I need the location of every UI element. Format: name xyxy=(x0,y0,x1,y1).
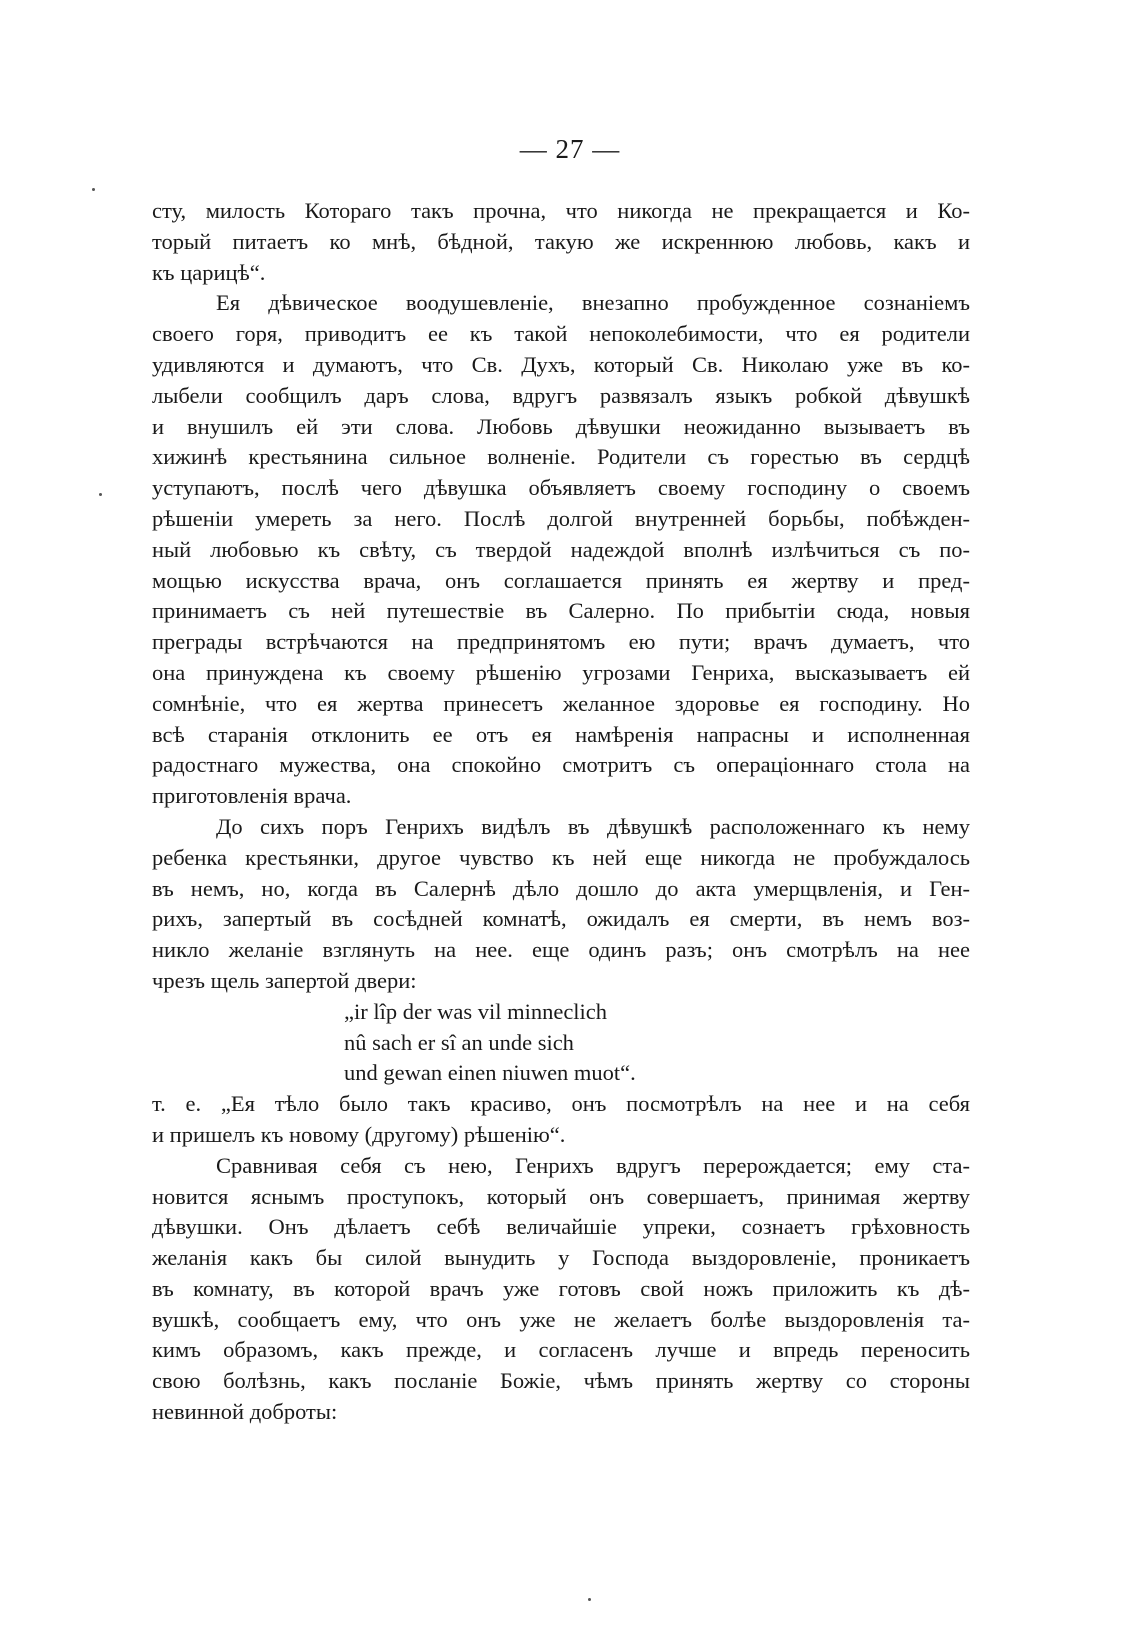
text-line: nû sach er sî an unde sich xyxy=(344,1029,574,1055)
text-line: всѣ старанія отклонить ее отъ ея намѣренія напрасны и исполненная xyxy=(152,721,970,747)
text-line: новится яснымъ проступокъ, который онъ совершаетъ, принимая жертву xyxy=(152,1183,970,1209)
text-line: приготовленія врача. xyxy=(152,783,352,809)
text-line: принимаетъ съ ней путешествіе въ Салерно. По прибытіи сюда, новыя xyxy=(152,598,970,624)
text-line: удивляются и думаютъ, что Св. Духъ, который Св. Николаю уже въ ко- xyxy=(152,351,970,377)
text-line: рихъ, запертый въ сосѣдней комнатѣ, ожидалъ ея смерти, въ немъ воз- xyxy=(152,906,970,932)
margin-speck xyxy=(588,1598,591,1601)
text-line: радостнаго мужества, она спокойно смотритъ съ операціоннаго стола на xyxy=(152,752,970,778)
text-line: уступаютъ, послѣ чего дѣвушка объявляетъ своему господину о своемъ xyxy=(152,475,970,501)
text-line: и внушилъ ей эти слова. Любовь дѣвушки неожиданно вызываетъ въ xyxy=(152,413,970,439)
text-line: und gewan einen niuwen muot“. xyxy=(344,1060,636,1086)
text-line: желанія какъ бы силой вынудить у Господа выздоровленіе, проникаетъ xyxy=(152,1245,970,1271)
text-line: Ея дѣвическое воодушевленіе, внезапно пробужденное сознаніемъ xyxy=(216,290,970,316)
page-number: — 27 — xyxy=(519,134,621,164)
text-line: невинной доброты: xyxy=(152,1399,338,1425)
text-line: т. е. „Ея тѣло было такъ красиво, онъ посмотрѣлъ на нее и на себя xyxy=(152,1091,970,1117)
text-line: До сихъ поръ Генрихъ видѣлъ въ дѣвушкѣ расположеннаго къ нему xyxy=(216,813,970,839)
text-line: мощью искусства врача, онъ соглашается принять ея жертву и пред- xyxy=(152,567,970,593)
text-line: ребенка крестьянки, другое чувство къ ней еще никогда не пробуждалось xyxy=(152,844,970,870)
text-line: ный любовью къ свѣту, съ твердой надеждой вполнѣ излѣчиться съ по- xyxy=(152,536,970,562)
text-line: въ немъ, но, когда въ Салернѣ дѣло дошло до акта умерщвленія, и Ген- xyxy=(152,875,970,901)
text-line: въ комнату, въ которой врачъ уже готовъ свой ножъ приложить къ дѣ- xyxy=(152,1275,970,1301)
page-body-text xyxy=(152,196,970,1428)
text-line: рѣшеніи умереть за него. Послѣ долгой внутренней борьбы, побѣжден- xyxy=(152,505,970,531)
text-line: вушкѣ, сообщаетъ ему, что онъ уже не желаетъ болѣе выздоровленія та- xyxy=(152,1306,970,1332)
text-line: своего горя, приводитъ ее къ такой непоколебимости, что ея родители xyxy=(152,321,970,347)
margin-speck xyxy=(92,188,95,191)
text-line: дѣвушки. Онъ дѣлаетъ себѣ величайшіе упреки, сознаетъ грѣховность xyxy=(152,1214,970,1240)
text-line: хижинѣ крестьянина сильное волненіе. Родители съ горестью въ сердцѣ xyxy=(152,444,970,470)
text-line: сту, милость Котораго такъ прочна, что никогда не прекращается и Ко- xyxy=(152,198,970,223)
text-line: и пришелъ къ новому (другому) рѣшенію“. xyxy=(152,1121,566,1147)
text-line: Сравнивая себя съ нею, Генрихъ вдругъ перерождается; ему ста- xyxy=(216,1152,970,1178)
text-line: къ царицѣ“. xyxy=(152,259,266,285)
text-line: „ir lîp der was vil minneclich xyxy=(344,998,608,1024)
text-line: чрезъ щель запертой двери: xyxy=(152,967,417,993)
text-line: никло желаніе взглянуть на нее. еще одинъ разъ; онъ смотрѣлъ на нее xyxy=(152,937,970,963)
text-line: сомнѣніе, что ея жертва принесетъ желанное здоровье ея господину. Но xyxy=(152,690,970,716)
text-line: торый питаетъ ко мнѣ, бѣдной, такую же искреннюю любовь, какъ и xyxy=(152,228,970,254)
text-line: свою болѣзнь, какъ посланіе Божіе, чѣмъ принять жертву со стороны xyxy=(152,1368,970,1394)
text-line: кимъ образомъ, какъ прежде, и согласенъ лучше и впредь переносить xyxy=(152,1337,970,1363)
text-line: она принуждена къ своему рѣшенію угрозами Генриха, высказываетъ ей xyxy=(152,659,970,685)
text-line: преграды встрѣчаются на предпринятомъ ею пути; врачъ думаетъ, что xyxy=(152,629,970,655)
text-line: лыбели сообщилъ даръ слова, вдругъ развязалъ языкъ робкой дѣвушкѣ xyxy=(152,382,970,408)
margin-speck xyxy=(99,493,102,496)
